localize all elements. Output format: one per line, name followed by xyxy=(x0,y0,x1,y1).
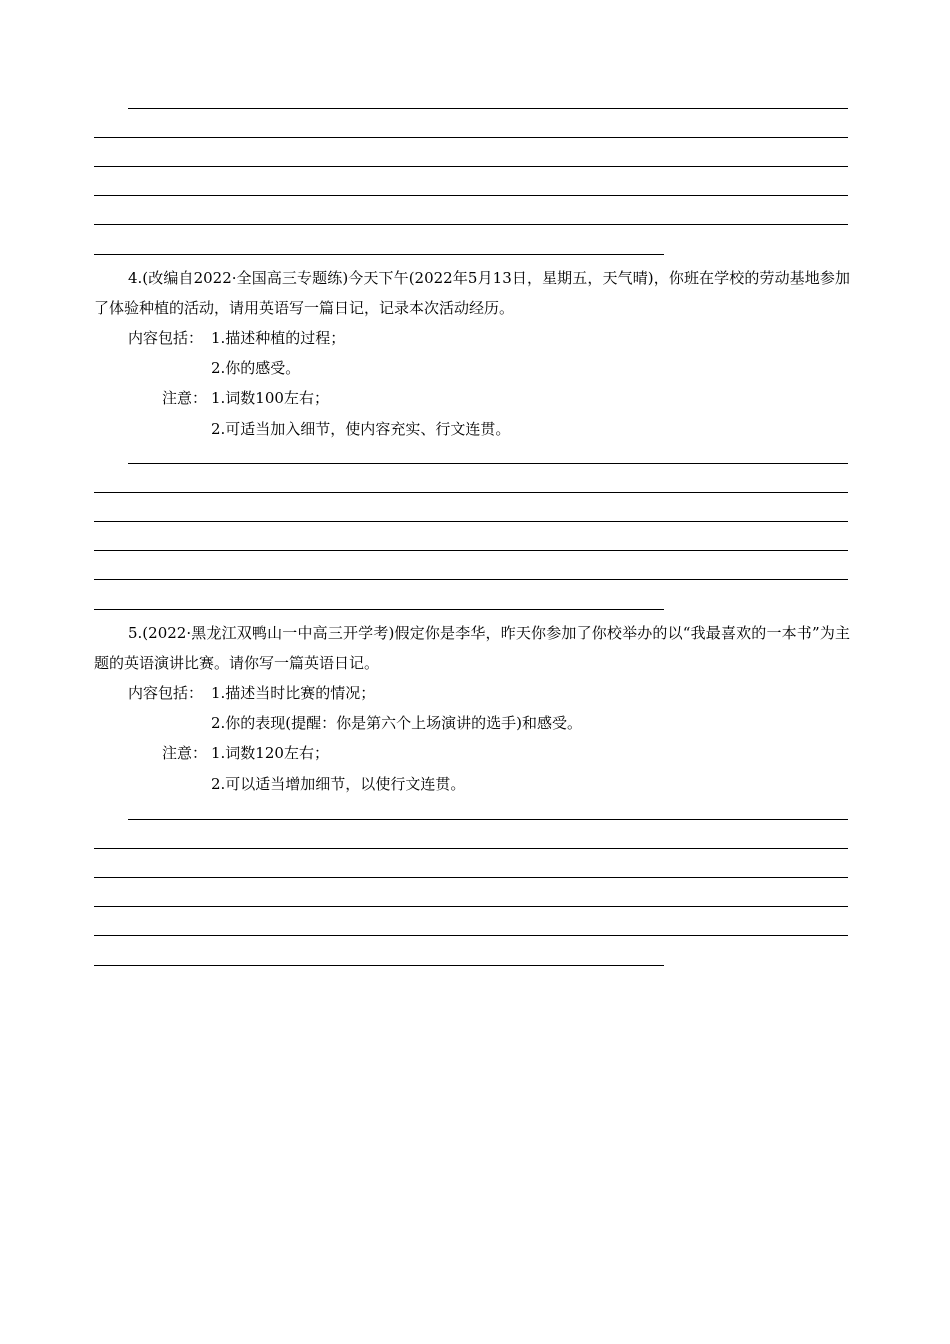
problem-4-content-item-2: 2.你的感受。 xyxy=(211,359,301,377)
answer-line[interactable] xyxy=(94,935,848,936)
answer-line[interactable] xyxy=(94,224,848,225)
answer-line[interactable] xyxy=(94,579,848,580)
problem-5-content-item-1: 1.描述当时比赛的情况； xyxy=(211,684,376,702)
problem-5-note-1: 1.词数120左右； xyxy=(211,744,329,762)
answer-line[interactable] xyxy=(94,906,848,907)
answer-line[interactable] xyxy=(94,609,664,610)
answer-line[interactable] xyxy=(94,254,664,255)
problem-4-content-item-1: 1.描述种植的过程； xyxy=(211,329,346,347)
problem-4-note-2: 2.可适当加入细节，使内容充实、行文连贯。 xyxy=(211,420,511,438)
answer-line[interactable] xyxy=(94,550,848,551)
answer-line[interactable] xyxy=(94,137,848,138)
problem-4-prompt: 4.(改编自2022·全国高三专题练)今天下午(2022年5月13日，星期五，天气晴)，你班在学校的劳动基地参加了体验种植的活动，请用英语写一篇日记，记录本次活动经历。 xyxy=(94,269,850,317)
problem-4-notes-label: 注意： xyxy=(162,389,208,407)
answer-line[interactable] xyxy=(128,108,848,109)
answer-line[interactable] xyxy=(94,848,848,849)
problem-4-content-label: 内容包括： xyxy=(128,329,204,347)
answer-line[interactable] xyxy=(94,195,848,196)
problem-5-notes-label: 注意： xyxy=(162,744,208,762)
problem-5-prompt: 5.(2022·黑龙江双鸭山一中高三开学考)假定你是李华，昨天你参加了你校举办的以“我最喜欢的一本书”为主题的英语演讲比赛。请你写一篇英语日记。 xyxy=(94,624,850,672)
answer-line[interactable] xyxy=(94,877,848,878)
answer-line[interactable] xyxy=(128,463,848,464)
problem-4-note-1: 1.词数100左右； xyxy=(211,389,329,407)
problem-5-note-2: 2.可以适当增加细节，以使行文连贯。 xyxy=(211,775,466,793)
answer-line[interactable] xyxy=(94,492,848,493)
problem-5-content-label: 内容包括： xyxy=(128,684,204,702)
answer-line[interactable] xyxy=(94,166,848,167)
answer-line[interactable] xyxy=(94,965,664,966)
answer-line[interactable] xyxy=(94,521,848,522)
answer-line[interactable] xyxy=(128,819,848,820)
problem-5-content-item-2: 2.你的表现(提醒：你是第六个上场演讲的选手)和感受。 xyxy=(211,714,583,732)
